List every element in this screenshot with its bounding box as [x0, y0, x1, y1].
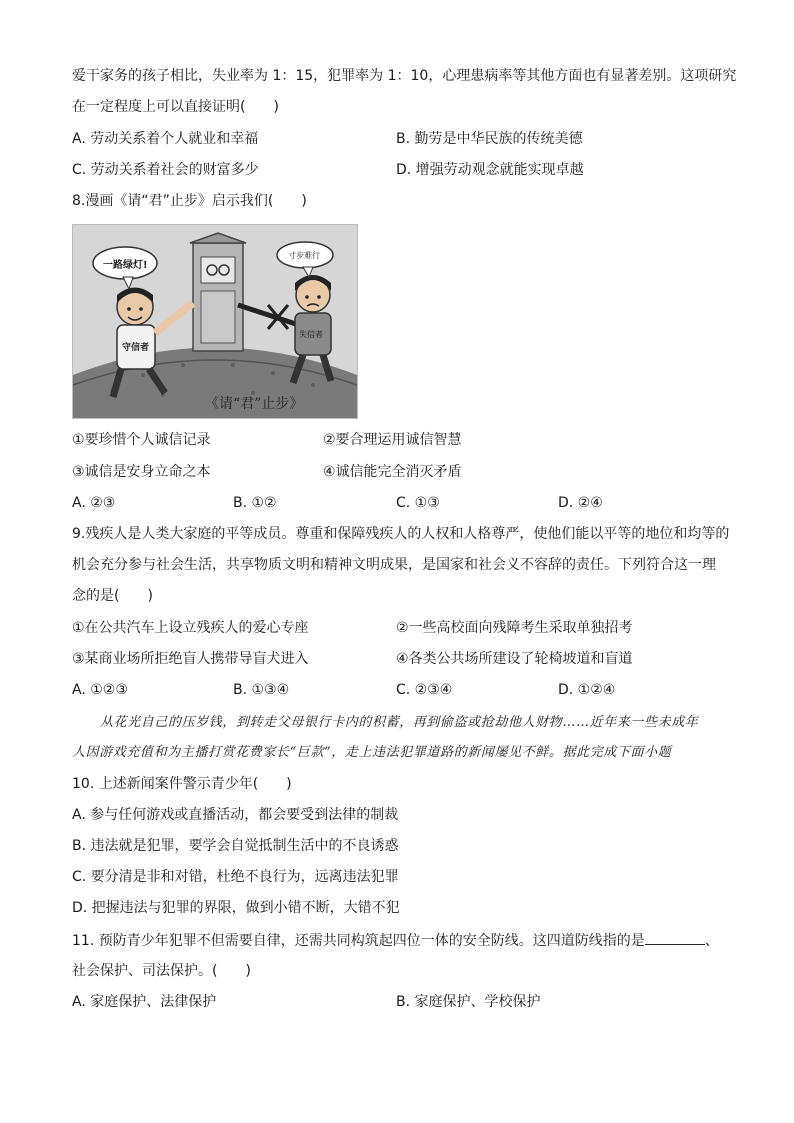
- q11-answer-blank: [645, 930, 705, 945]
- q9-item-1: ①在公共汽车上设立残疾人的爱心专座: [72, 620, 309, 636]
- q10-option-d: D. 把握违法与犯罪的界限，做到小错不断，大错不犯: [72, 900, 400, 916]
- q8-item-1: ①要珍惜个人诚信记录: [72, 432, 211, 448]
- q9-option-a: A. ①②③: [72, 682, 128, 698]
- q11-stem-punct: 、: [704, 933, 719, 949]
- cartoon-shirt-left-text: 守信者: [122, 343, 150, 353]
- q8-stem: 8.漫画《请“君”止步》启示我们( ): [72, 193, 307, 209]
- q8-option-a: A. ②③: [72, 495, 116, 511]
- q10-option-b: B. 违法就是犯罪，要学会自觉抵制生活中的不良诱惑: [72, 838, 399, 854]
- cartoon-shirt-right-text: 失信者: [299, 330, 323, 339]
- q11-stem-text: 11. 预防青少年犯罪不但需要自律，还需共同构筑起四位一体的安全防线。这四道防线指的是: [72, 933, 645, 949]
- q8-option-b: B. ①②: [233, 495, 277, 511]
- q9-stem-line-2: 机会充分参与社会生活，共享物质文明和精神文明成果，是国家和社会义不容辞的责任。下列符合这一理: [72, 557, 716, 573]
- q11-stem-line-2: 社会保护、司法保护。( ): [72, 963, 251, 979]
- q7-option-a: A. 劳动关系着个人就业和幸福: [72, 131, 259, 147]
- q9-option-b: B. ①③④: [233, 682, 290, 698]
- q7-option-b: B. 勤劳是中华民族的传统美德: [396, 131, 583, 147]
- q11-option-a: A. 家庭保护、法律保护: [72, 994, 217, 1010]
- q9-stem-line-1: 9.残疾人是人类大家庭的平等成员。尊重和保障残疾人的人权和人格尊严，使他们能以平等的地位和均等的: [72, 526, 730, 542]
- cartoon-bubble-right-text: 寸步难行: [288, 251, 320, 260]
- q9-option-c: C. ②③④: [396, 682, 453, 698]
- q8-item-4: ④诚信能完全消灭矛盾: [323, 464, 462, 480]
- q8-option-d: D. ②④: [558, 495, 603, 511]
- q11-option-b: B. 家庭保护、学校保护: [396, 994, 541, 1010]
- q9-item-2: ②一些高校面向残障考生采取单独招考: [396, 620, 633, 636]
- material-line-2: 人因游戏充值和为主播打赏花费家长“巨款”，走上违法犯罪道路的新闻屡见不鲜。据此完成下面小题: [72, 745, 672, 760]
- q8-option-c: C. ①③: [396, 495, 440, 511]
- q7-option-d: D. 增强劳动观念就能实现卓越: [396, 162, 584, 178]
- q7-stem-line-2: 在一定程度上可以直接证明( ): [72, 99, 279, 115]
- q10-option-c: C. 要分清是非和对错，杜绝不良行为，远离违法犯罪: [72, 869, 399, 885]
- q10-option-a: A. 参与任何游戏或直播活动，都会要受到法律的制裁: [72, 807, 399, 823]
- q9-item-3: ③某商业场所拒绝盲人携带导盲犬进入: [72, 651, 309, 667]
- q8-cartoon-image: [72, 224, 358, 419]
- cartoon-caption: 《请“君”止步》: [205, 396, 304, 412]
- cartoon-bubble-left-text: 一路绿灯!: [103, 260, 148, 271]
- q8-item-2: ②要合理运用诚信智慧: [323, 432, 462, 448]
- q9-option-d: D. ①②④: [558, 682, 616, 698]
- q9-stem-line-3: 念的是( ): [72, 588, 153, 604]
- q11-stem-line-1: [72, 930, 719, 951]
- q10-stem: 10. 上述新闻案件警示青少年( ): [72, 776, 292, 792]
- q9-item-4: ④各类公共场所建设了轮椅坡道和盲道: [396, 651, 633, 667]
- q8-item-3: ③诚信是安身立命之本: [72, 464, 211, 480]
- q7-stem-line-1: 爱干家务的孩子相比，失业率为 1：15，犯罪率为 1：10，心理患病率等其他方面也有显著差别。这项研究: [72, 68, 737, 84]
- q7-option-c: C. 劳动关系着社会的财富多少: [72, 162, 259, 178]
- material-line-1: 从花光自己的压岁钱，到转走父母银行卡内的积蓄，再到偷盗或抢劫他人财物……近年来一些未成年: [100, 715, 699, 730]
